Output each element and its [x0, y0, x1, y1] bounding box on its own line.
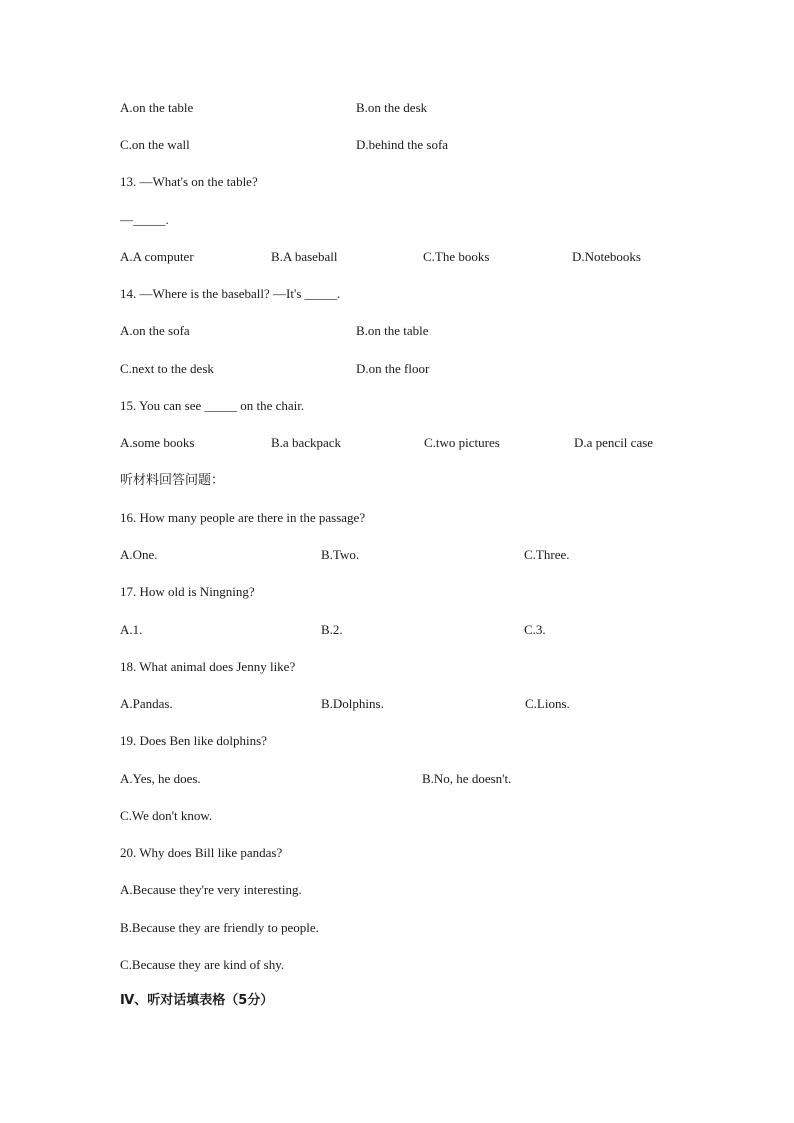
q13-option-b: B.A baseball [271, 249, 338, 264]
q15-question: 15. You can see _____ on the chair. [120, 398, 305, 413]
q14-option-a: A.on the sofa [120, 323, 190, 338]
q19-option-a: A.Yes, he does. [120, 771, 201, 786]
q16-option-b: B.Two. [321, 547, 360, 562]
q13-option-c: C.The books [423, 249, 490, 264]
q14-option-b: B.on the table [356, 323, 429, 338]
q19-option-b: B.No, he doesn't. [422, 771, 512, 786]
q17-option-b: B.2. [321, 622, 343, 637]
q12-option-b: B.on the desk [356, 100, 428, 115]
q17-question: 17. How old is Ningning? [120, 584, 255, 599]
q20-option-c: C.Because they are kind of shy. [120, 957, 285, 972]
q18-question: 18. What animal does Jenny like? [120, 659, 296, 674]
q13-option-d: D.Notebooks [572, 249, 641, 264]
q14-option-d: D.on the floor [356, 361, 430, 376]
q17-option-c: C.3. [524, 622, 546, 637]
q13-option-a: A.A computer [120, 249, 194, 264]
q20-option-a: A.Because they're very interesting. [120, 882, 302, 897]
q19-option-c: C.We don't know. [120, 808, 213, 823]
q20-question: 20. Why does Bill like pandas? [120, 845, 283, 860]
q16-question: 16. How many people are there in the passage? [120, 510, 366, 525]
q16-option-a: A.One. [120, 547, 158, 562]
q18-option-c: C.Lions. [525, 696, 570, 711]
q15-option-b: B.a backpack [271, 435, 342, 450]
q15-option-a: A.some books [120, 435, 195, 450]
q15-option-d: D.a pencil case [574, 435, 654, 450]
section-heading-iv: Ⅳ、听对话填表格（5分） [120, 993, 274, 1008]
q12-option-d: D.behind the sofa [356, 137, 449, 152]
q12-option-a: A.on the table [120, 100, 194, 115]
q18-option-b: B.Dolphins. [321, 696, 384, 711]
q17-option-a: A.1. [120, 622, 143, 637]
q13-question: 13. —What's on the table? [120, 174, 258, 189]
q12-option-c: C.on the wall [120, 137, 190, 152]
q20-option-b: B.Because they are friendly to people. [120, 920, 319, 935]
section-heading-listen: 听材料回答问题： [120, 473, 225, 488]
q14-question: 14. —Where is the baseball? —It's _____. [120, 286, 341, 301]
q19-question: 19. Does Ben like dolphins? [120, 733, 267, 748]
q13-answer-line: —_____. [120, 212, 169, 227]
q15-option-c: C.two pictures [424, 435, 500, 450]
q18-option-a: A.Pandas. [120, 696, 173, 711]
q16-option-c: C.Three. [524, 547, 570, 562]
q14-option-c: C.next to the desk [120, 361, 214, 376]
